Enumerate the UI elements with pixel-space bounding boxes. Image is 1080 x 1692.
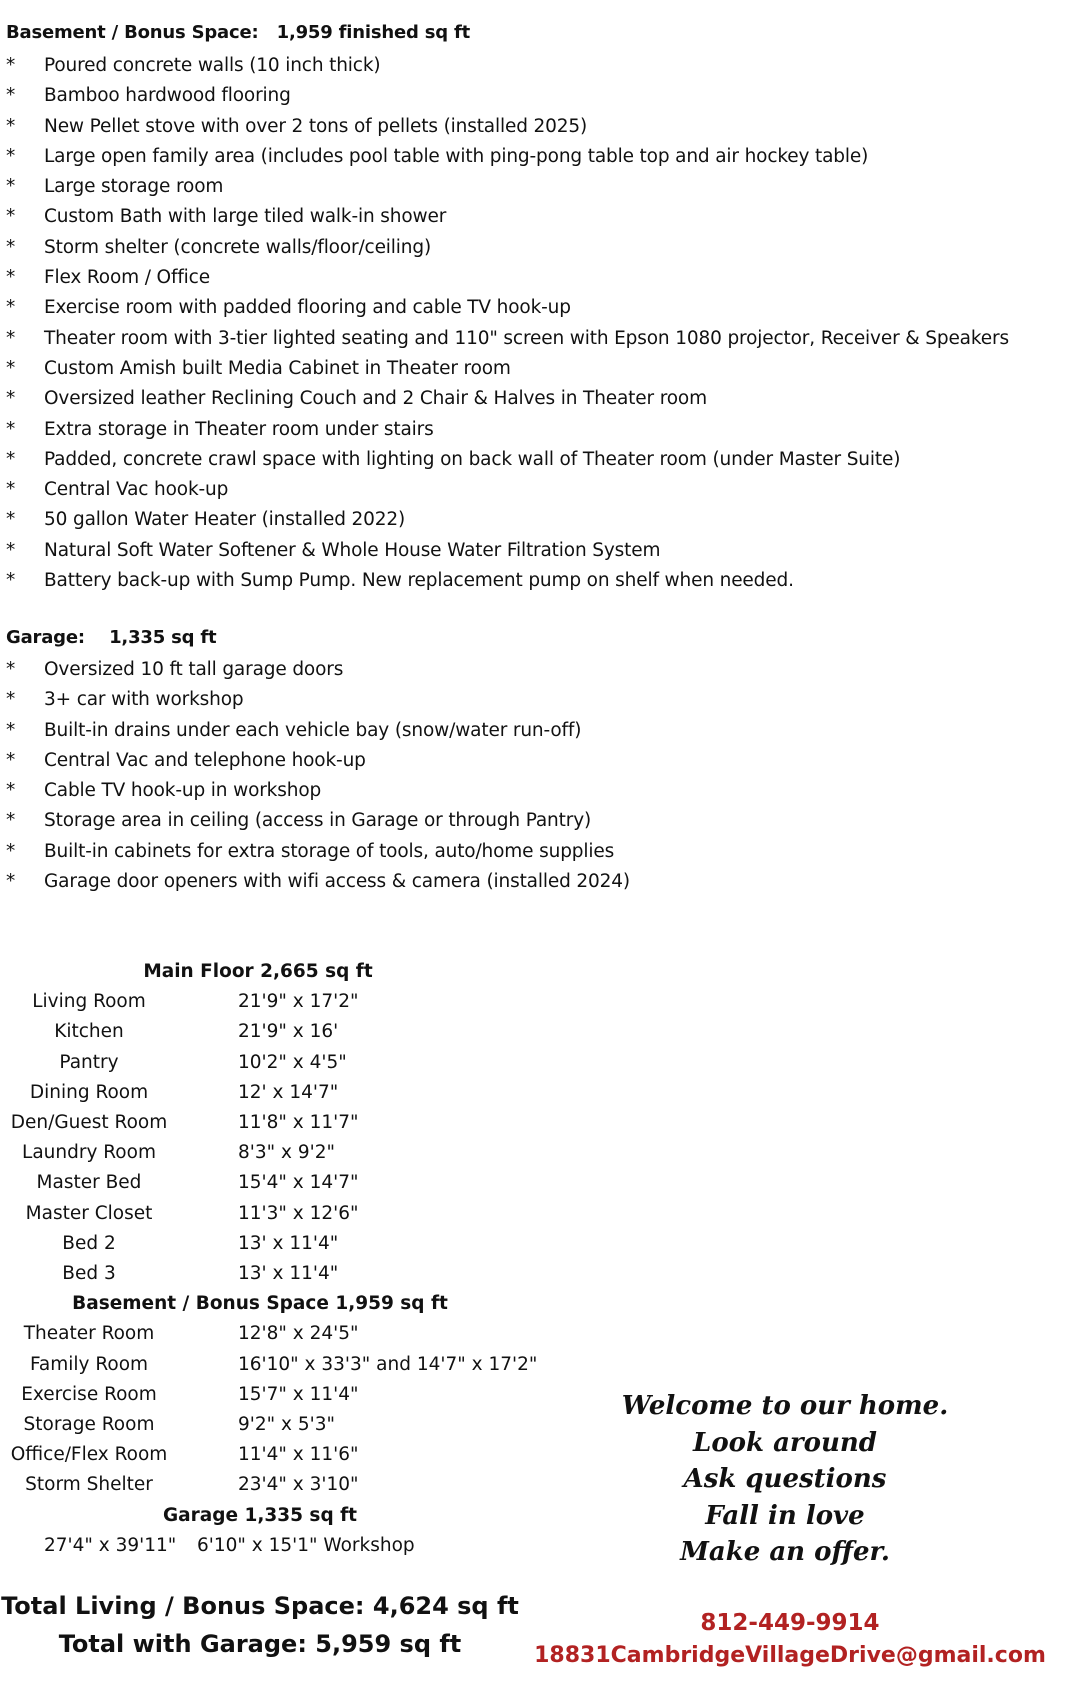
bullet-star: * (6, 176, 16, 198)
welcome-line: Welcome to our home. (621, 1391, 949, 1421)
table-row: Laundry Room 8'3" x 9'2" (22, 1142, 335, 1164)
table-row: Pantry 10'2" x 4'5" (59, 1051, 347, 1073)
total-living-space: Total Living / Bonus Space: 4,624 sq ft (1, 1592, 519, 1620)
basement-feature-list (6, 51, 1009, 596)
list-item: * Built-in cabinets for extra storage of tools, auto/home supplies (6, 837, 630, 867)
list-item: * Custom Amish built Media Cabinet in Theater room (6, 354, 1009, 384)
bullet-star: * (6, 840, 16, 862)
bullet-star: * (6, 479, 16, 501)
bullet-star: * (6, 357, 16, 379)
bullet-star: * (6, 749, 16, 771)
bullet-star: * (6, 659, 16, 680)
welcome-line: Ask questions (683, 1464, 887, 1494)
list-item: * Battery back-up with Sump Pump. New replacement pump on shelf when needed. (6, 566, 1009, 596)
list-item: * Custom Bath with large tiled walk-in shower (6, 202, 1009, 232)
list-item: * Exercise room with padded flooring and cable TV hook-up (6, 293, 1009, 323)
bullet-star: * (6, 327, 16, 349)
total-with-garage: Total with Garage: 5,959 sq ft (58, 1630, 462, 1658)
list-item: * 50 gallon Water Heater (installed 2022) (6, 505, 1009, 535)
bullet-star: * (6, 388, 16, 410)
list-item: * New Pellet stove with over 2 tons of pellets (installed 2025) (6, 112, 1009, 142)
garage-heading: Garage: 1,335 sq ft (6, 627, 217, 648)
table-row: Exercise Room 15'7" x 11'4" (21, 1383, 359, 1405)
bullet-star: * (6, 206, 16, 228)
bullet-star: * (6, 689, 16, 711)
list-item: * Padded, concrete crawl space with lighting on back wall of Theater room (under Master Suite) (6, 445, 1009, 475)
welcome-line: Look around (693, 1427, 877, 1458)
bullet-star: * (6, 267, 16, 289)
table-row: 27'4" x 39'11" 6'10" x 15'1" Workshop (44, 1534, 415, 1556)
welcome-message (620, 1388, 950, 1571)
list-item: * Built-in drains under each vehicle bay (snow/water run-off) (6, 716, 630, 746)
bullet-star: * (6, 570, 16, 592)
list-item: * Central Vac and telephone hook-up (6, 746, 630, 776)
welcome-line: Make an offer. (680, 1537, 890, 1567)
table-row: Master Bed 15'4" x 14'7" (36, 1172, 359, 1194)
table-row: Storage Room 9'2" x 5'3" (23, 1414, 335, 1435)
bullet-star: * (6, 236, 16, 258)
table-row: Bed 3 13' x 11'4" (62, 1263, 339, 1284)
list-item: * 3+ car with workshop (6, 685, 630, 715)
list-item: * Cable TV hook-up in workshop (6, 776, 630, 806)
table-row: Family Room 16'10" x 33'3" and 14'7" x 17'2" (29, 1353, 538, 1375)
table-row: Theater Room 12'8" x 24'5" (23, 1323, 359, 1345)
list-item: * Garage door openers with wifi access & camera (installed 2024) (6, 867, 630, 897)
list-item: * Storage area in ceiling (access in Garage or through Pantry) (6, 806, 630, 836)
bullet-star: * (6, 297, 16, 319)
bullet-star: * (6, 509, 16, 531)
bullet-star: * (6, 85, 16, 107)
welcome-line: Fall in love (705, 1500, 865, 1531)
bullet-star: * (6, 115, 16, 137)
list-item: * Theater room with 3-tier lighted seating and 110" screen with Epson 1080 projector, Receiver & Speakers (6, 324, 1009, 354)
list-item: * Flex Room / Office (6, 263, 1009, 293)
bullet-star: * (6, 810, 16, 832)
list-item: * Bamboo hardwood flooring (6, 81, 1009, 111)
bullet-star: * (6, 145, 16, 167)
bullet-star: * (6, 448, 16, 470)
bullet-star: * (6, 719, 16, 741)
garage-table-title: Garage 1,335 sq ft (162, 1504, 358, 1526)
table-row: Storm Shelter 23'4" x 3'10" (25, 1474, 359, 1496)
table-row: Living Room 21'9" x 17'2" (32, 991, 359, 1013)
table-row: Den/Guest Room 11'8" x 11'7" (10, 1112, 359, 1133)
list-item: * Extra storage in Theater room under stairs (6, 415, 1009, 445)
list-item: * Central Vac hook-up (6, 475, 1009, 505)
contact-email: 18831CambridgeVillageDrive@gmail.com (534, 1643, 1046, 1668)
list-item: * Storm shelter (concrete walls/floor/ceiling) (6, 233, 1009, 263)
list-item: * Large open family area (includes pool table with ping-pong table top and air hockey table) (6, 142, 1009, 172)
bullet-star: * (6, 418, 16, 440)
list-item: * Natural Soft Water Softener & Whole House Water Filtration System (6, 536, 1009, 566)
garage-feature-list (6, 655, 630, 897)
bullet-star: * (6, 780, 16, 802)
table-row: Office/Flex Room 11'4" x 11'6" (10, 1444, 359, 1466)
list-item: * Poured concrete walls (10 inch thick) (6, 51, 1009, 81)
list-item: * Oversized 10 ft tall garage doors (6, 655, 630, 685)
table-row: Dining Room 12' x 14'7" (29, 1081, 339, 1103)
bullet-star: * (6, 871, 16, 893)
basement-heading: Basement / Bonus Space: 1,959 finished sq ft (6, 22, 471, 43)
bullet-star: * (6, 55, 16, 76)
table-row: Bed 2 13' x 11'4" (62, 1232, 339, 1254)
main-floor-title: Main Floor 2,665 sq ft (143, 961, 373, 982)
basement-table-title: Basement / Bonus Space 1,959 sq ft (72, 1293, 448, 1315)
bullet-star: * (6, 539, 16, 561)
list-item: * Oversized leather Reclining Couch and 2 Chair & Halves in Theater room (6, 384, 1009, 414)
table-row: Kitchen 21'9" x 16' (54, 1021, 339, 1043)
contact-phone: 812-449-9914 (700, 1610, 880, 1636)
list-item: * Large storage room (6, 172, 1009, 202)
table-row: Master Closet 11'3" x 12'6" (25, 1202, 359, 1224)
